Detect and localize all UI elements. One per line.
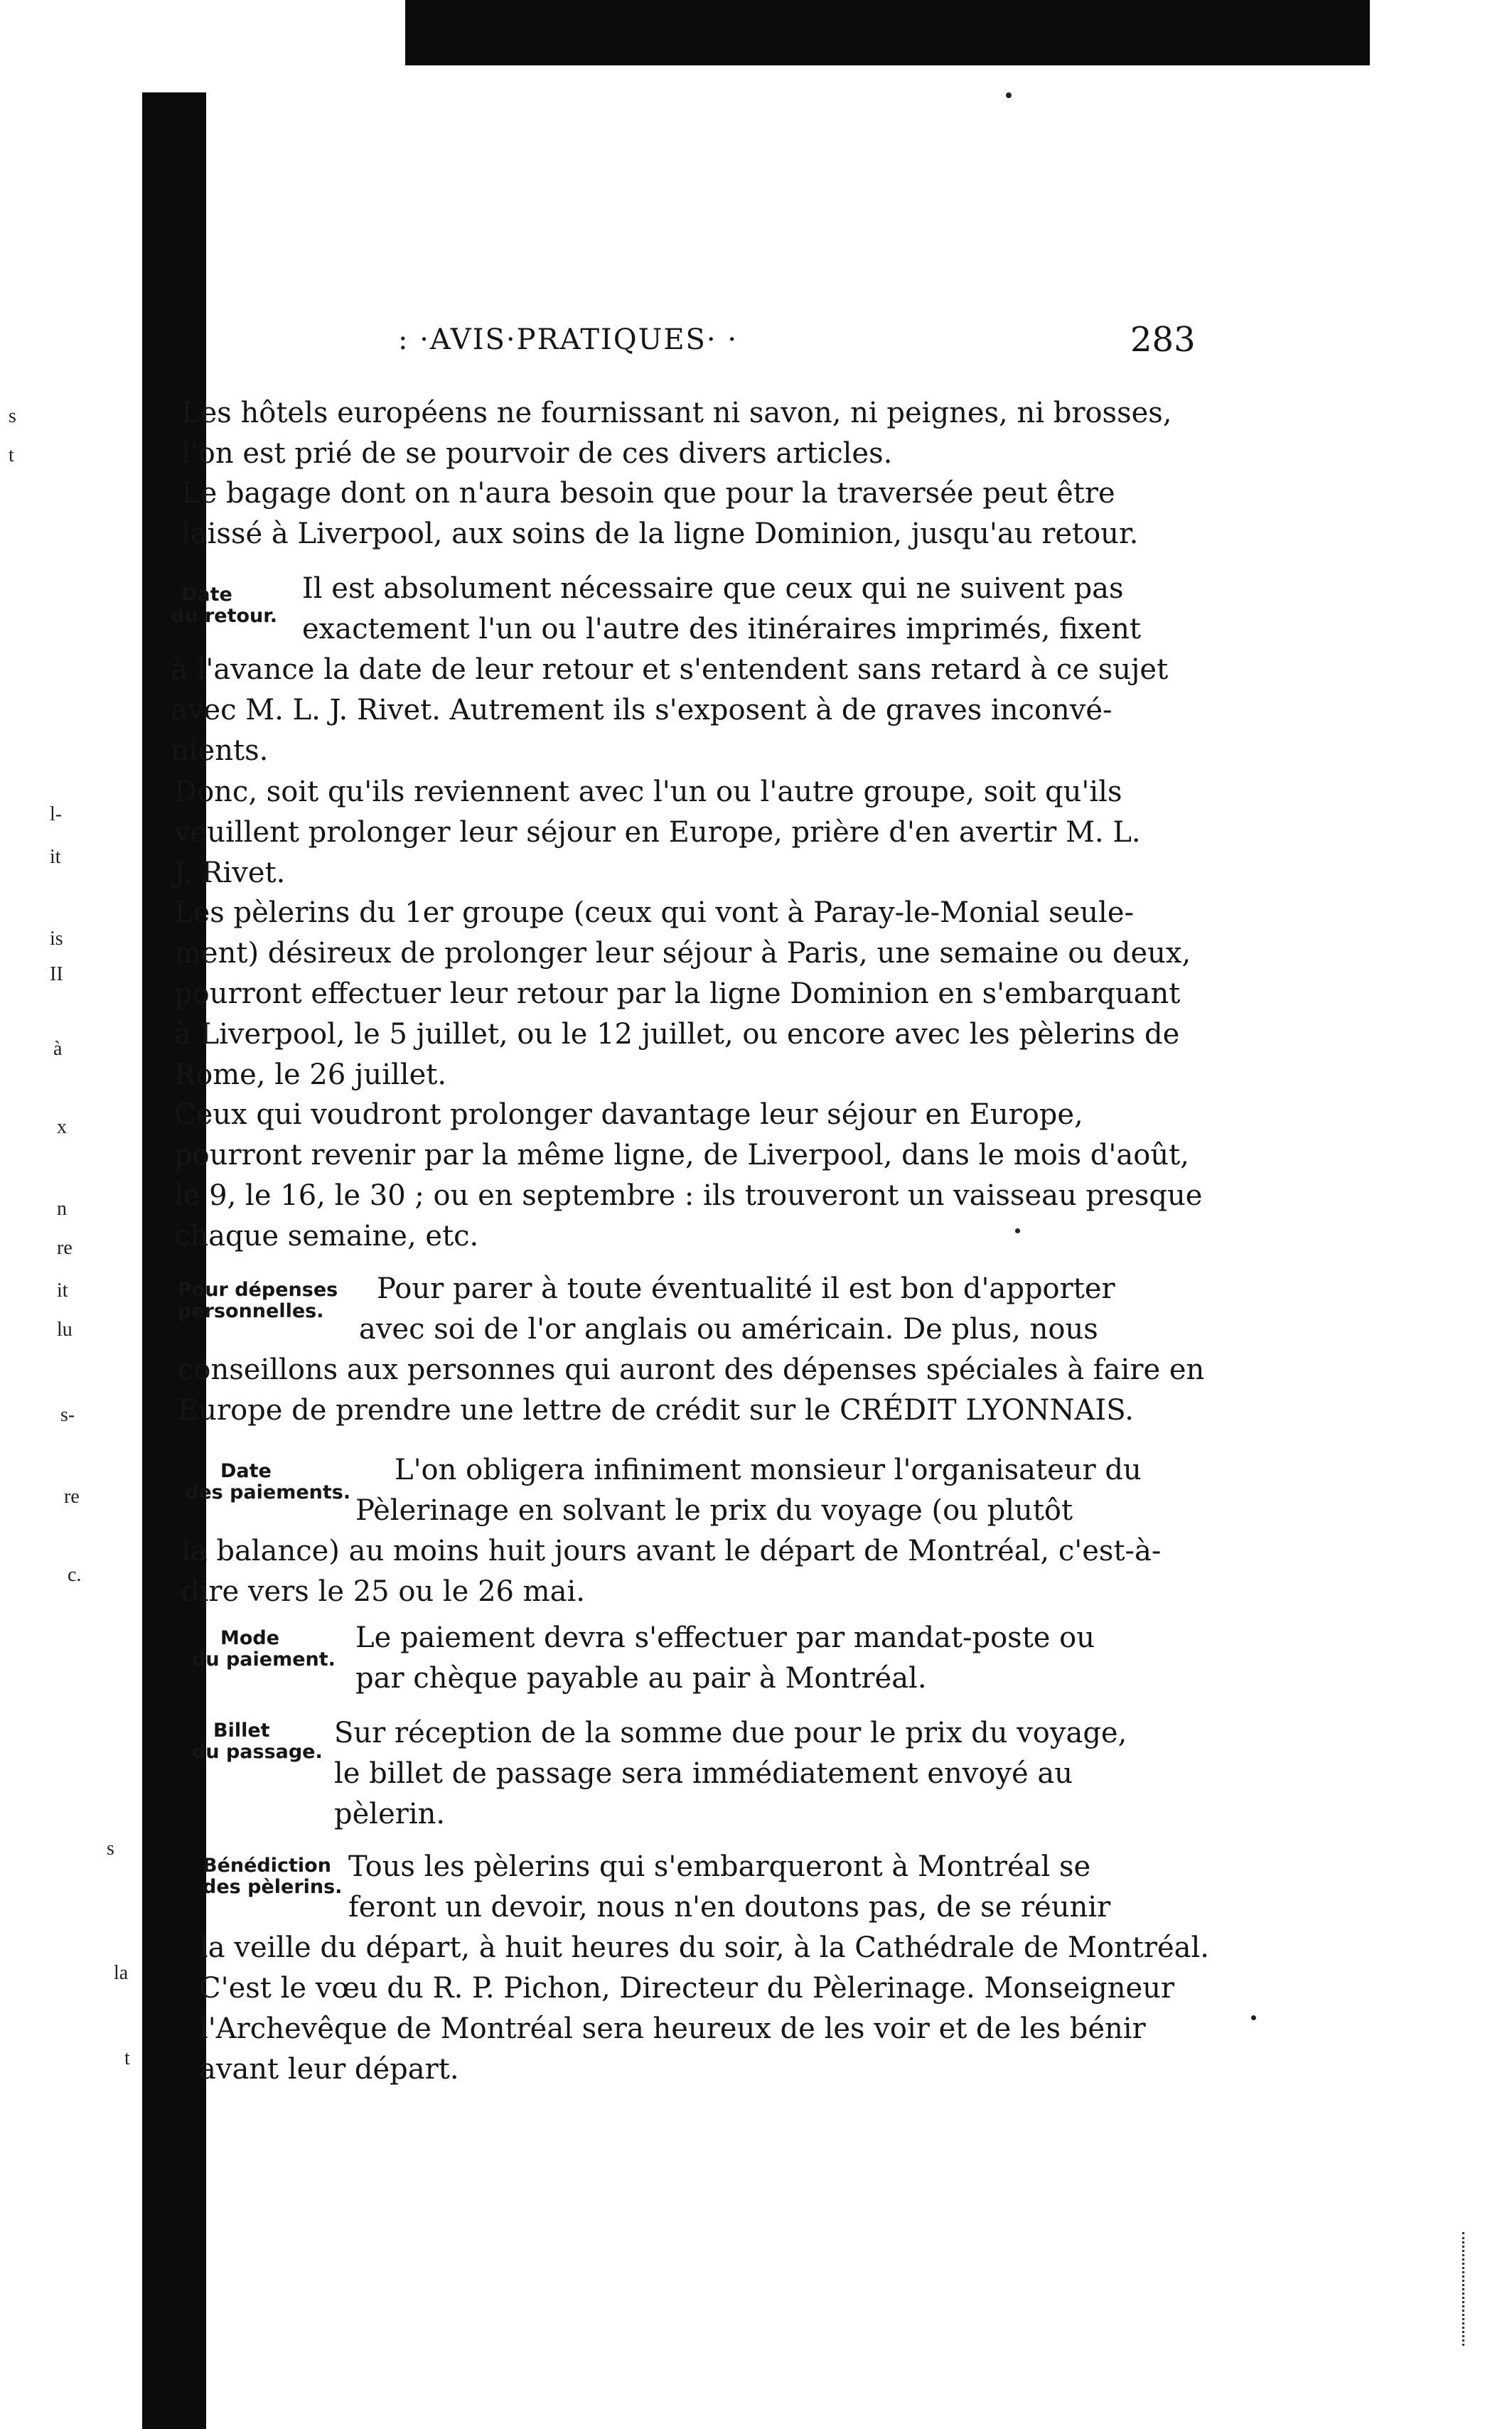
margin-note-expenses: Pour dépenses personnelles.	[178, 1279, 338, 1322]
edge-fragment: s-	[60, 1404, 75, 1426]
edge-fragment: s	[9, 405, 16, 427]
right-edge-dots	[1462, 2232, 1480, 2346]
paragraph-first-group: Les pèlerins du 1er groupe (ceux qui vont à Paray-le-Monial seule- ment) désireux de prolonger leur séjour à Paris, une semaine ou deux, pourront effectuer leur retour par la ligne Dominion en s'embarquant à Liverpool, le 5 juillet, ou le 12 juillet, ou encore avec les pèlerins de Rome, le 26 juillet.	[174, 896, 1191, 1091]
edge-fragment: is	[50, 928, 63, 950]
page-number: 283	[1130, 320, 1196, 360]
edge-fragment: la	[114, 1962, 129, 1984]
edge-fragment: t	[124, 2047, 130, 2069]
edge-fragment: x	[57, 1116, 67, 1138]
running-header: : ·AVIS·PRATIQUES· ·	[398, 323, 739, 356]
edge-fragment: n	[57, 1198, 67, 1220]
edge-fragment: it	[57, 1280, 68, 1302]
paragraph-blessing: Tous les pèlerins qui s'embarqueront à Montréal se feront un devoir, nous n'en doutons pas, de se réunir la veille du départ, à huit heures du soir, à la Cathédrale de Montréal. C'est le vœu du R. P. Pichon, Directeur du Pèlerinage. Monseigneur l'Archevêque de Montréal sera heureux de les voir et de les bénir avant leur départ.	[199, 1850, 1210, 2086]
margin-note-ticket: Billet du passage.	[192, 1720, 323, 1763]
margin-note-return: Date du retour.	[171, 584, 277, 627]
margin-note-payments: Date des paiements.	[185, 1460, 351, 1503]
paragraph-payments: L'on obligera infiniment monsieur l'organisateur du Pèlerinage en solvant le prix du voyage (ou plutôt la balance) au moins huit jours avant le départ de Montréal, c'est-à- dire vers le 25 ou le 26 mai.	[181, 1454, 1162, 1608]
edge-fragment: lu	[57, 1319, 73, 1341]
scan-speck	[1015, 1228, 1020, 1233]
edge-fragment: re	[57, 1237, 73, 1259]
edge-fragment: II	[50, 963, 63, 985]
paragraph-extend-stay: Ceux qui voudront prolonger davantage leur séjour en Europe, pourront revenir par la même ligne, de Liverpool, dans le mois d'août, le 9, le 16, le 30 ; ou en septembre : ils trouveront un vaisseau presque chaque semaine, etc.	[174, 1098, 1203, 1253]
edge-fragment: s	[107, 1838, 114, 1860]
margin-note-blessing: Bénédiction des pèlerins.	[203, 1855, 343, 1898]
spine-mark	[84, 128, 111, 154]
edge-fragment: l-	[50, 803, 63, 825]
edge-fragment: t	[9, 444, 14, 466]
paragraph-baggage: Le bagage dont on n'aura besoin que pour la traversée peut être laissé à Liverpool, aux soins de la ligne Dominion, jusqu'au retour.	[181, 477, 1139, 550]
scan-speck	[1006, 92, 1012, 98]
edge-fragment: à	[53, 1038, 63, 1060]
margin-note-payment-mode: Mode du paiement.	[192, 1627, 336, 1671]
paragraph-expenses: Pour parer à toute éventualité il est bon d'apporter avec soi de l'or anglais ou américain. De plus, nous conseillons aux personnes qui auront des dépenses spéciales à faire en Europe de prendre une lettre de crédit sur le CRÉDIT LYONNAIS.	[178, 1272, 1205, 1427]
scan-speck	[1251, 2015, 1256, 2020]
paragraph-payment-mode: Le paiement devra s'effectuer par mandat-poste ou par chèque payable au pair à Montréal.	[355, 1621, 1095, 1695]
paragraph-groups: Donc, soit qu'ils reviennent avec l'un ou l'autre groupe, soit qu'ils veuillent prolonger leur séjour en Europe, prière d'en avertir M. L. J. Rivet.	[174, 776, 1141, 889]
edge-fragment: c.	[68, 1564, 82, 1586]
scan-shadow-top	[405, 0, 1370, 65]
edge-fragment: re	[64, 1486, 80, 1508]
paragraph-return-date: Il est absolument nécessaire que ceux qui ne suivent pas exactement l'un ou l'autre des itinéraires imprimés, fixent à l'avance la date de leur retour et s'entendent sans retard à ce sujet avec M. L. J. Rivet. Autrement ils s'exposent à de graves inconvé- nients.	[171, 572, 1169, 767]
paragraph-ticket: Sur réception de la somme due pour le prix du voyage, le billet de passage sera immédiatement envoyé au pèlerin.	[334, 1717, 1127, 1830]
paragraph-toiletries: Les hôtels européens ne fournissant ni savon, ni peignes, ni brosses, l'on est prié de se pourvoir de ces divers articles.	[181, 397, 1172, 470]
edge-fragment: it	[50, 846, 61, 868]
